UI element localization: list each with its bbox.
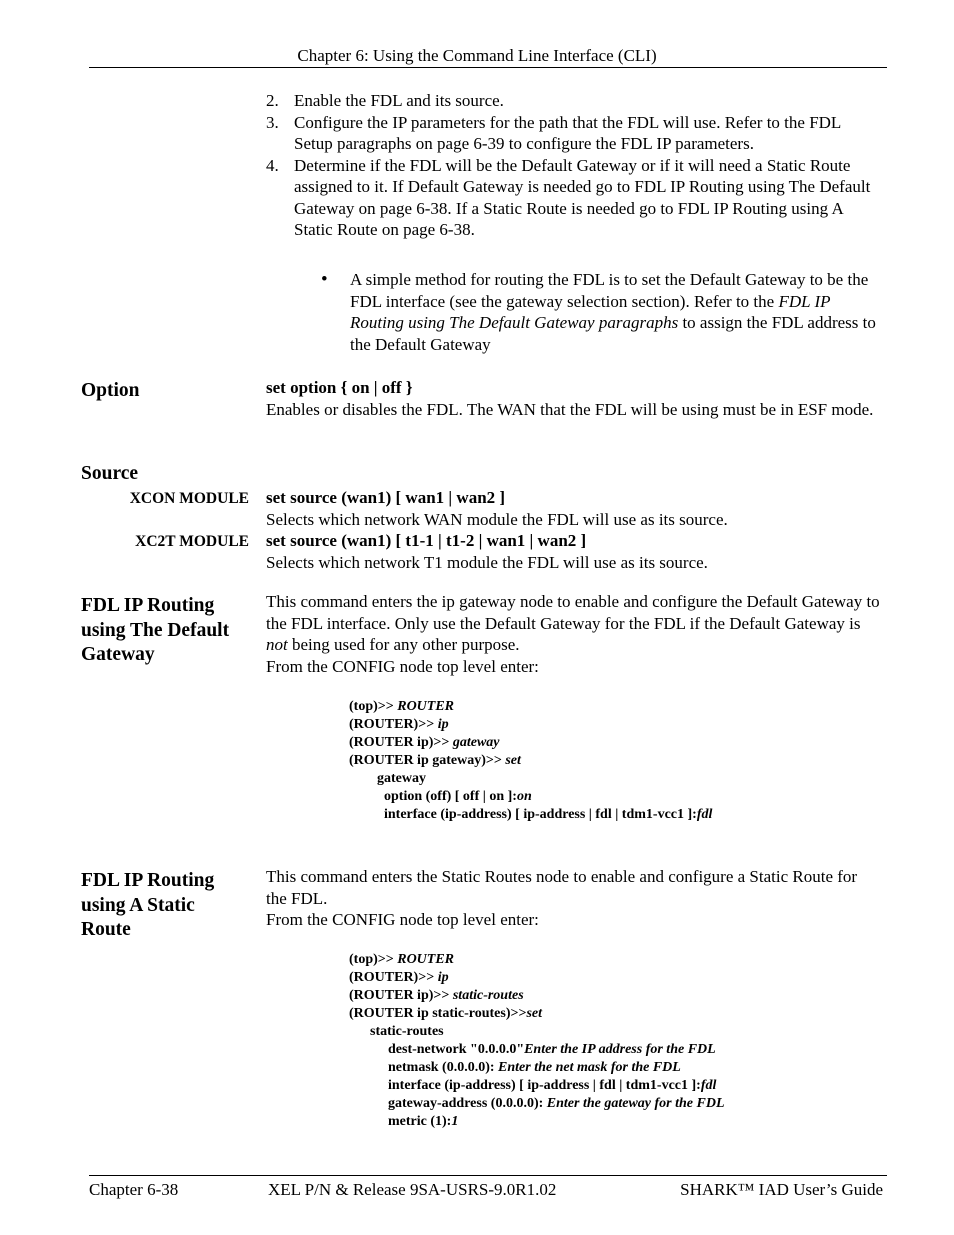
code-input: Enter the gateway for the FDL xyxy=(546,1096,725,1111)
code-line xyxy=(349,969,725,987)
header-rule xyxy=(89,67,887,68)
xc2t-block xyxy=(266,530,881,573)
code-input: set xyxy=(526,1006,543,1021)
code-prompt: (ROUTER ip)>> xyxy=(349,988,453,1003)
heading-line: using The Default xyxy=(81,619,230,641)
code-line xyxy=(349,987,725,1005)
list-item xyxy=(266,155,876,241)
code-prompt: (ROUTER ip static-routes)>> xyxy=(349,1006,527,1021)
code-prompt: option (off) [ off | on ]: xyxy=(384,789,517,804)
code-prompt: (ROUTER)>> xyxy=(349,717,438,732)
steps-list xyxy=(266,90,876,241)
code-line xyxy=(349,1041,725,1059)
static-description: This command enters the Static Routes node to enable and configure a Static Route for the FDL. xyxy=(266,867,858,908)
gateway-from-text: From the CONFIG node top level enter: xyxy=(266,656,539,676)
gateway-desc-end: being used for any other purpose. xyxy=(287,635,520,654)
code-line xyxy=(349,951,725,969)
option-command: set option { on | off } xyxy=(266,378,413,397)
code-prompt: (ROUTER ip)>> xyxy=(349,735,453,750)
page-header-title: Chapter 6: Using the Command Line Interface (CLI) xyxy=(297,46,657,65)
code-line xyxy=(349,752,712,770)
code-input: fdl xyxy=(700,1078,717,1093)
code-prompt: dest-network "0.0.0.0" xyxy=(388,1042,525,1057)
code-line xyxy=(349,1095,725,1113)
heading-line: Gateway xyxy=(81,644,155,665)
code-input: Enter the IP address for the FDL xyxy=(524,1042,716,1057)
code-prompt: netmask (0.0.0.0): xyxy=(388,1060,499,1075)
static-code-block xyxy=(349,951,725,1131)
heading-line: FDL IP Routing xyxy=(81,595,215,616)
step-number: 4. xyxy=(266,155,279,175)
option-description: Enables or disables the FDL. The WAN that the FDL will be using must be in ESF mode. xyxy=(266,399,874,419)
bullet-text-italic: FDL IP Routing using The Default Gateway paragraphs xyxy=(350,291,831,332)
footer-page-number: Chapter 6-38 xyxy=(89,1180,179,1199)
code-prompt: (ROUTER)>> xyxy=(349,970,438,985)
bullet-text-end: to assign the FDL address to the Default Gateway xyxy=(350,313,876,354)
code-prompt: gateway xyxy=(377,771,426,786)
code-input: ip xyxy=(437,717,449,732)
code-input: fdl xyxy=(696,807,713,822)
code-prompt: (top)>> xyxy=(349,699,398,714)
code-input: on xyxy=(516,789,532,804)
bullet-text: A simple method for routing the FDL is to set the Default Gateway to be the FDL interface (see the gateway selection section). Refer to the xyxy=(350,270,869,311)
gateway-code-block xyxy=(349,698,712,824)
code-input: 1 xyxy=(451,1114,459,1129)
section-heading-default-gateway xyxy=(81,594,229,668)
code-prompt: (ROUTER ip gateway)>> xyxy=(349,753,506,768)
code-line xyxy=(349,788,712,806)
section-heading-source: Source xyxy=(81,463,139,484)
gateway-desc-text: This command enters the ip gateway node to enable and configure the Default Gateway to the FDL interface. Only use the Default Gateway for the FDL if the Default Gateway is xyxy=(266,592,880,633)
code-line xyxy=(349,1059,725,1077)
code-line xyxy=(349,770,712,788)
code-line xyxy=(349,806,712,824)
static-block xyxy=(266,866,881,931)
section-heading-static-route xyxy=(81,869,214,943)
code-input: Enter the net mask for the FDL xyxy=(498,1060,681,1075)
code-line xyxy=(349,1077,725,1095)
xc2t-command: set source (wan1) [ t1-1 | t1-2 | wan1 | wan2 ] xyxy=(266,531,587,550)
bullet-icon: • xyxy=(321,269,328,290)
code-prompt: (top)>> xyxy=(349,952,398,967)
step-number: 3. xyxy=(266,112,279,132)
code-input: gateway xyxy=(452,735,500,750)
heading-line: FDL IP Routing xyxy=(81,870,215,891)
code-prompt: interface (ip-address) [ ip-address | fdl | tdm1-vcc1 ]: xyxy=(388,1078,701,1093)
code-line xyxy=(349,1023,725,1041)
code-line xyxy=(349,1005,725,1023)
xcon-command: set source (wan1) [ wan1 | wan2 ] xyxy=(266,488,506,507)
code-prompt: static-routes xyxy=(370,1024,444,1039)
gateway-block xyxy=(266,591,881,677)
code-line xyxy=(349,734,712,752)
option-block xyxy=(266,377,881,420)
step-text: Enable the FDL and its source. xyxy=(294,91,504,110)
step-text: Configure the IP parameters for the path that the FDL will use. Refer to the FDL Setup paragraphs on page 6-39 to configure the FDL IP parameters. xyxy=(294,112,841,153)
xcon-module-label: XCON MODULE xyxy=(129,490,249,507)
code-input: ROUTER xyxy=(397,699,455,714)
list-item xyxy=(266,90,876,112)
xcon-description: Selects which network WAN module the FDL will use as its source. xyxy=(266,509,728,529)
footer-guide-title: SHARK™ IAD User’s Guide xyxy=(680,1180,883,1199)
step-text: Determine if the FDL will be the Default Gateway or if it will need a Static Route assigned to it. If Default Gateway is needed go to FDL IP Routing using The Default Gateway on page 6-38. If a Static Route is needed go to FDL IP Routing using A Static Route on page 6-38. xyxy=(294,155,871,239)
code-input: set xyxy=(505,753,521,768)
gateway-desc-italic: not xyxy=(266,635,288,654)
code-input: static-routes xyxy=(452,988,524,1003)
code-prompt: metric (1): xyxy=(388,1114,452,1129)
code-line xyxy=(349,716,712,734)
bullet-paragraph xyxy=(350,269,880,355)
footer-release: XEL P/N & Release 9SA-USRS-9.0R1.02 xyxy=(268,1180,557,1199)
xcon-block xyxy=(266,487,881,530)
code-line xyxy=(349,1113,725,1131)
static-from-text: From the CONFIG node top level enter: xyxy=(266,910,539,929)
heading-line: using A Static xyxy=(81,894,195,916)
code-line xyxy=(349,698,712,716)
xc2t-description: Selects which network T1 module the FDL will use as its source. xyxy=(266,552,708,572)
code-input: ROUTER xyxy=(397,952,455,967)
step-number: 2. xyxy=(266,91,279,110)
footer-rule xyxy=(89,1175,887,1176)
section-heading-option: Option xyxy=(81,380,140,401)
code-prompt: interface (ip-address) [ ip-address | fdl | tdm1-vcc1 ]: xyxy=(384,807,697,822)
list-item xyxy=(266,112,876,155)
code-input: ip xyxy=(437,970,449,985)
xc2t-module-label: XC2T MODULE xyxy=(135,533,249,550)
gateway-description xyxy=(266,591,881,656)
heading-line: Route xyxy=(81,919,131,940)
code-prompt: gateway-address (0.0.0.0): xyxy=(388,1096,547,1111)
